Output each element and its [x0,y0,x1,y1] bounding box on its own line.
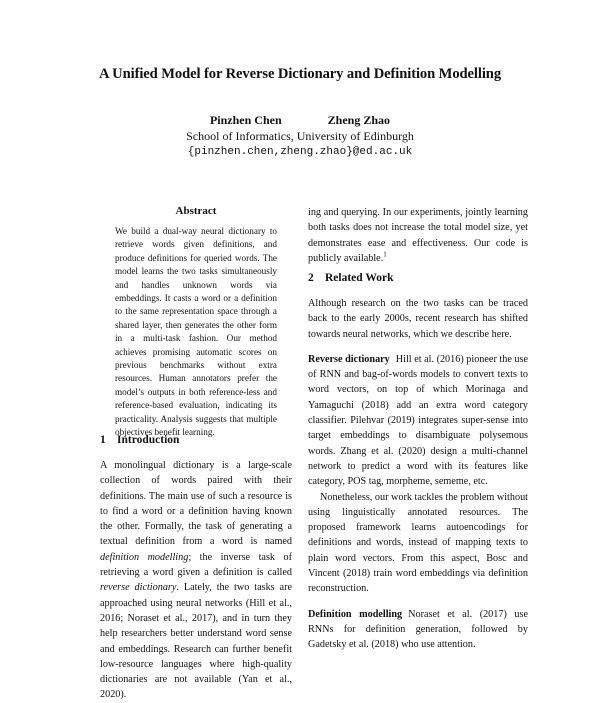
paragraph: Although research on the two tasks can be traced back to the early 2000s, recent research has shifted towards neural networks, which we describe here. [308,298,528,340]
term-definition-modelling: definition modelling [100,551,189,563]
footnote-mark[interactable]: 1 [383,250,387,259]
right-column-continued-text [308,205,528,266]
section-number: 2 [308,272,314,284]
paper-title: A Unified Model for Reverse Dictionary and Definition Modelling [98,66,502,82]
section-number: 1 [100,434,106,446]
author-names [0,112,600,128]
paragraph: ing and querying. In our experiments, jointly learning both tasks does not increase the total model size, yet demonstrates ease and effectiveness. Our code is publicly available.$^1$ [308,207,528,264]
section-title: Introduction [117,434,180,446]
abstract-text: We build a dual-way neural dictionary to retrieve words given definitions, and produce definitions for queried words. The model learns the two tasks simultaneously and handles unknown words via embeddings. It casts a word or a definition to the same representation space through a shared layer, then generates the other form in a multi-task fashion. Our method achieves promising automatic scores on previous benchmarks without extra resources. Human annotators prefer the model’s outputs in both reference-less and reference-based evaluation, indicating its practicality. Analysis suggests that multiple objectives benefit learning. [115,226,277,438]
abstract-heading: Abstract [175,205,217,217]
introduction-body [100,458,292,703]
author-block [0,112,600,160]
section-heading-introduction [100,434,179,446]
paragraph: Nonetheless, our work tackles the problem without using linguistically annotated resources. The proposed framework learns autoencodings for definitions and words, instead of mapping texts to plain word vectors. From this aspect, Bosc and Vincent (2018) train word embeddings via definition reconstruction. [308,491,528,595]
related-work-body [308,296,528,653]
paragraph: Definition modelling Noraset et al. (2017) use RNNs for definition generation, followed by Gadetsky et al. (2018) who use attention. [308,608,528,651]
email: {pinzhen.chen,zheng.zhao}@ed.ac.uk [187,146,413,158]
section-title: Related Work [325,272,394,284]
section-heading-related-work [308,272,393,284]
author-name: Pinzhen Chen [209,113,282,127]
runin-heading-reverse-dictionary: Reverse dictionary [308,353,390,365]
paragraph: Reverse dictionary Hill et al. (2016) pioneer the use of RNN and bag-of-words models to convert texts to word vectors, on top of which Morinaga and Yamaguchi (2018) add an extra word category classifier. Pilehvar (2019) integrates super-sense into target embeddings to disambiguate polysemous words. Zhang et al. (2020) design a multi-channel network to predict a word with its features like category, POS tag, morpheme, sememe, etc. [308,353,528,488]
author-name: Zheng Zhao [327,113,391,127]
runin-heading-definition-modelling: Definition modelling [308,608,403,620]
affiliation: School of Informatics, University of Edinburgh [186,129,414,143]
term-reverse-dictionary: reverse dictionary [100,582,177,594]
paragraph: A monolingual dictionary is a large-scale collection of words paired with their definitions. The main use of such a resource is to find a word or a definition having known the other. Formally, the task of generating a textual definition from a word is named definition modelling; the inverse task of retrieving a word given a definition is called reverse dictionary. Lately, the two tasks are approached using neural networks (Hill et al., 2016; Noraset et al., 2017), and in turn they help researchers better understand word sense and embeddings. Research can further benefit low-resource languages where high-quality dictionaries are not available (Yan et al., 2020). [100,460,293,701]
